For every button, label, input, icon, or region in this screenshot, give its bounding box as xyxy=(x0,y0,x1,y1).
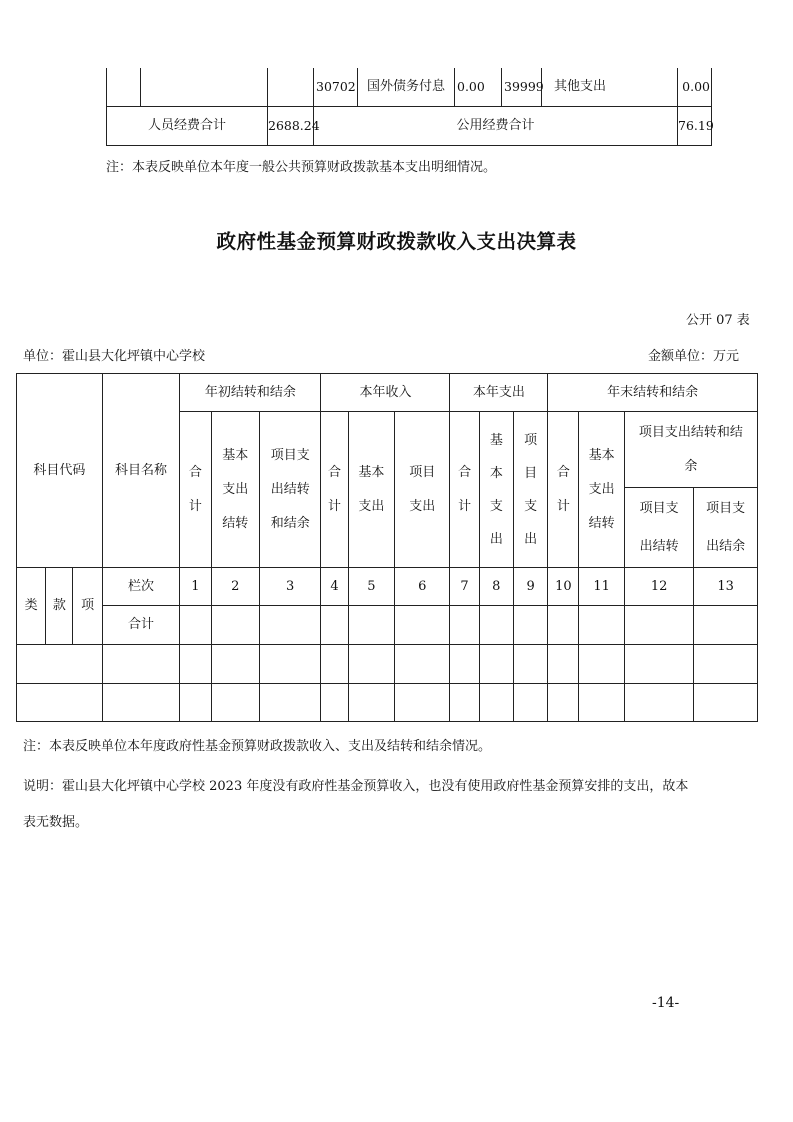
header-total: 合 计 xyxy=(548,412,579,568)
empty-cell xyxy=(395,684,450,722)
public-total-value: 76.19 xyxy=(678,107,712,146)
header-subject-code: 科目代码 xyxy=(17,374,103,568)
header-project-expense: 项目 支出 xyxy=(395,412,450,568)
empty-cell xyxy=(624,606,694,645)
empty-cell xyxy=(141,68,268,107)
empty-cell xyxy=(211,684,259,722)
header-closing-balance: 年末结转和结余 xyxy=(548,374,758,412)
col-number: 1 xyxy=(180,568,211,606)
col-number: 3 xyxy=(259,568,320,606)
col-number: 10 xyxy=(548,568,579,606)
top-table-note: 注：本表反映单位本年度一般公共预算财政拨款基本支出明细情况。 xyxy=(106,160,497,175)
table-row xyxy=(107,68,712,107)
header-project-carry-balance: 项目支 出结转 和结余 xyxy=(259,412,320,568)
header-basic-expense: 基 本 支 出 xyxy=(479,412,513,568)
empty-cell xyxy=(259,645,320,684)
empty-cell xyxy=(450,606,479,645)
empty-cell xyxy=(180,606,211,645)
empty-cell xyxy=(321,684,348,722)
empty-cell xyxy=(579,684,624,722)
amount: 0.00 xyxy=(455,68,502,107)
header-basic-carry: 基本 支出 结转 xyxy=(211,412,259,568)
header-project-expense: 项 目 支 出 xyxy=(513,412,547,568)
fund-budget-table xyxy=(16,373,758,722)
explanation-line-1: 说明：霍山县大化坪镇中心学校 2023 年度没有政府性基金预算收入，也没有使用政府性基金预算安排的支出，故本 xyxy=(23,779,689,794)
total-label: 合计 xyxy=(102,606,180,645)
empty-cell xyxy=(268,68,314,107)
empty-cell xyxy=(17,684,103,722)
header-total: 合 计 xyxy=(180,412,211,568)
expense-detail-table-continuation xyxy=(106,68,712,146)
col-number: 6 xyxy=(395,568,450,606)
empty-cell xyxy=(479,606,513,645)
empty-cell xyxy=(548,606,579,645)
empty-cell xyxy=(102,645,180,684)
header-kuan: 款 xyxy=(46,568,73,645)
empty-cell xyxy=(259,606,320,645)
personnel-total-value: 2688.24 xyxy=(268,107,314,146)
explanation-line-2: 表无数据。 xyxy=(23,815,89,830)
amount: 0.00 xyxy=(678,68,712,107)
col-number: 13 xyxy=(694,568,758,606)
empty-cell xyxy=(548,645,579,684)
empty-cell xyxy=(102,684,180,722)
empty-cell xyxy=(579,606,624,645)
header-current-income: 本年收入 xyxy=(321,374,450,412)
empty-cell xyxy=(694,684,758,722)
bottom-table-note: 注：本表反映单位本年度政府性基金预算财政拨款收入、支出及结转和结余情况。 xyxy=(23,739,492,754)
header-lei: 类 xyxy=(17,568,46,645)
empty-cell xyxy=(348,606,394,645)
header-opening-balance: 年初结转和结余 xyxy=(180,374,321,412)
empty-cell xyxy=(579,645,624,684)
col-number: 12 xyxy=(624,568,694,606)
table-row xyxy=(17,684,758,722)
table-row xyxy=(107,107,712,146)
col-number: 11 xyxy=(579,568,624,606)
empty-cell xyxy=(548,684,579,722)
empty-cell xyxy=(107,68,141,107)
header-project-balance: 项目支 出结余 xyxy=(694,488,758,568)
header-subject-name: 科目名称 xyxy=(102,374,180,568)
empty-cell xyxy=(624,645,694,684)
empty-cell xyxy=(211,645,259,684)
empty-cell xyxy=(450,684,479,722)
amount-unit: 金额单位：万元 xyxy=(648,349,740,364)
subject-code: 30702 xyxy=(314,68,358,107)
empty-cell xyxy=(211,606,259,645)
empty-cell xyxy=(479,684,513,722)
empty-cell xyxy=(348,684,394,722)
empty-cell xyxy=(321,606,348,645)
page-number: -14- xyxy=(652,995,680,1011)
empty-cell xyxy=(624,684,694,722)
col-number: 8 xyxy=(479,568,513,606)
empty-cell xyxy=(17,645,103,684)
personnel-total-label: 人员经费合计 xyxy=(107,107,268,146)
form-number: 公开 07 表 xyxy=(686,313,750,328)
total-row xyxy=(17,606,758,645)
header-basic-expense: 基本 支出 xyxy=(348,412,394,568)
empty-cell xyxy=(259,684,320,722)
col-number: 7 xyxy=(450,568,479,606)
col-number: 4 xyxy=(321,568,348,606)
subject-code: 39999 xyxy=(502,68,542,107)
empty-cell xyxy=(513,684,547,722)
table-row xyxy=(17,645,758,684)
unit-name: 单位：霍山县大化坪镇中心学校 xyxy=(23,349,206,364)
empty-cell xyxy=(513,606,547,645)
subject-name: 国外债务付息 xyxy=(358,68,455,107)
col-number: 9 xyxy=(513,568,547,606)
empty-cell xyxy=(321,645,348,684)
empty-cell xyxy=(479,645,513,684)
empty-cell xyxy=(395,645,450,684)
column-number-row xyxy=(17,568,758,606)
empty-cell xyxy=(395,606,450,645)
empty-cell xyxy=(694,606,758,645)
empty-cell xyxy=(180,684,211,722)
empty-cell xyxy=(450,645,479,684)
header-xiang: 项 xyxy=(73,568,102,645)
header-current-expense: 本年支出 xyxy=(450,374,548,412)
empty-cell xyxy=(348,645,394,684)
table-header-row xyxy=(17,374,758,412)
header-total: 合 计 xyxy=(321,412,348,568)
empty-cell xyxy=(180,645,211,684)
empty-cell xyxy=(694,645,758,684)
public-total-label: 公用经费合计 xyxy=(314,107,678,146)
header-lanci: 栏次 xyxy=(102,568,180,606)
col-number: 5 xyxy=(348,568,394,606)
col-number: 2 xyxy=(211,568,259,606)
header-basic-carry: 基本 支出 结转 xyxy=(579,412,624,568)
page-title: 政府性基金预算财政拨款收入支出决算表 xyxy=(216,230,577,253)
empty-cell xyxy=(513,645,547,684)
header-total: 合 计 xyxy=(450,412,479,568)
header-project-carry: 项目支 出结转 xyxy=(624,488,694,568)
subject-name: 其他支出 xyxy=(542,68,678,107)
header-project-carry-balance-group: 项目支出结转和结 余 xyxy=(624,412,757,488)
